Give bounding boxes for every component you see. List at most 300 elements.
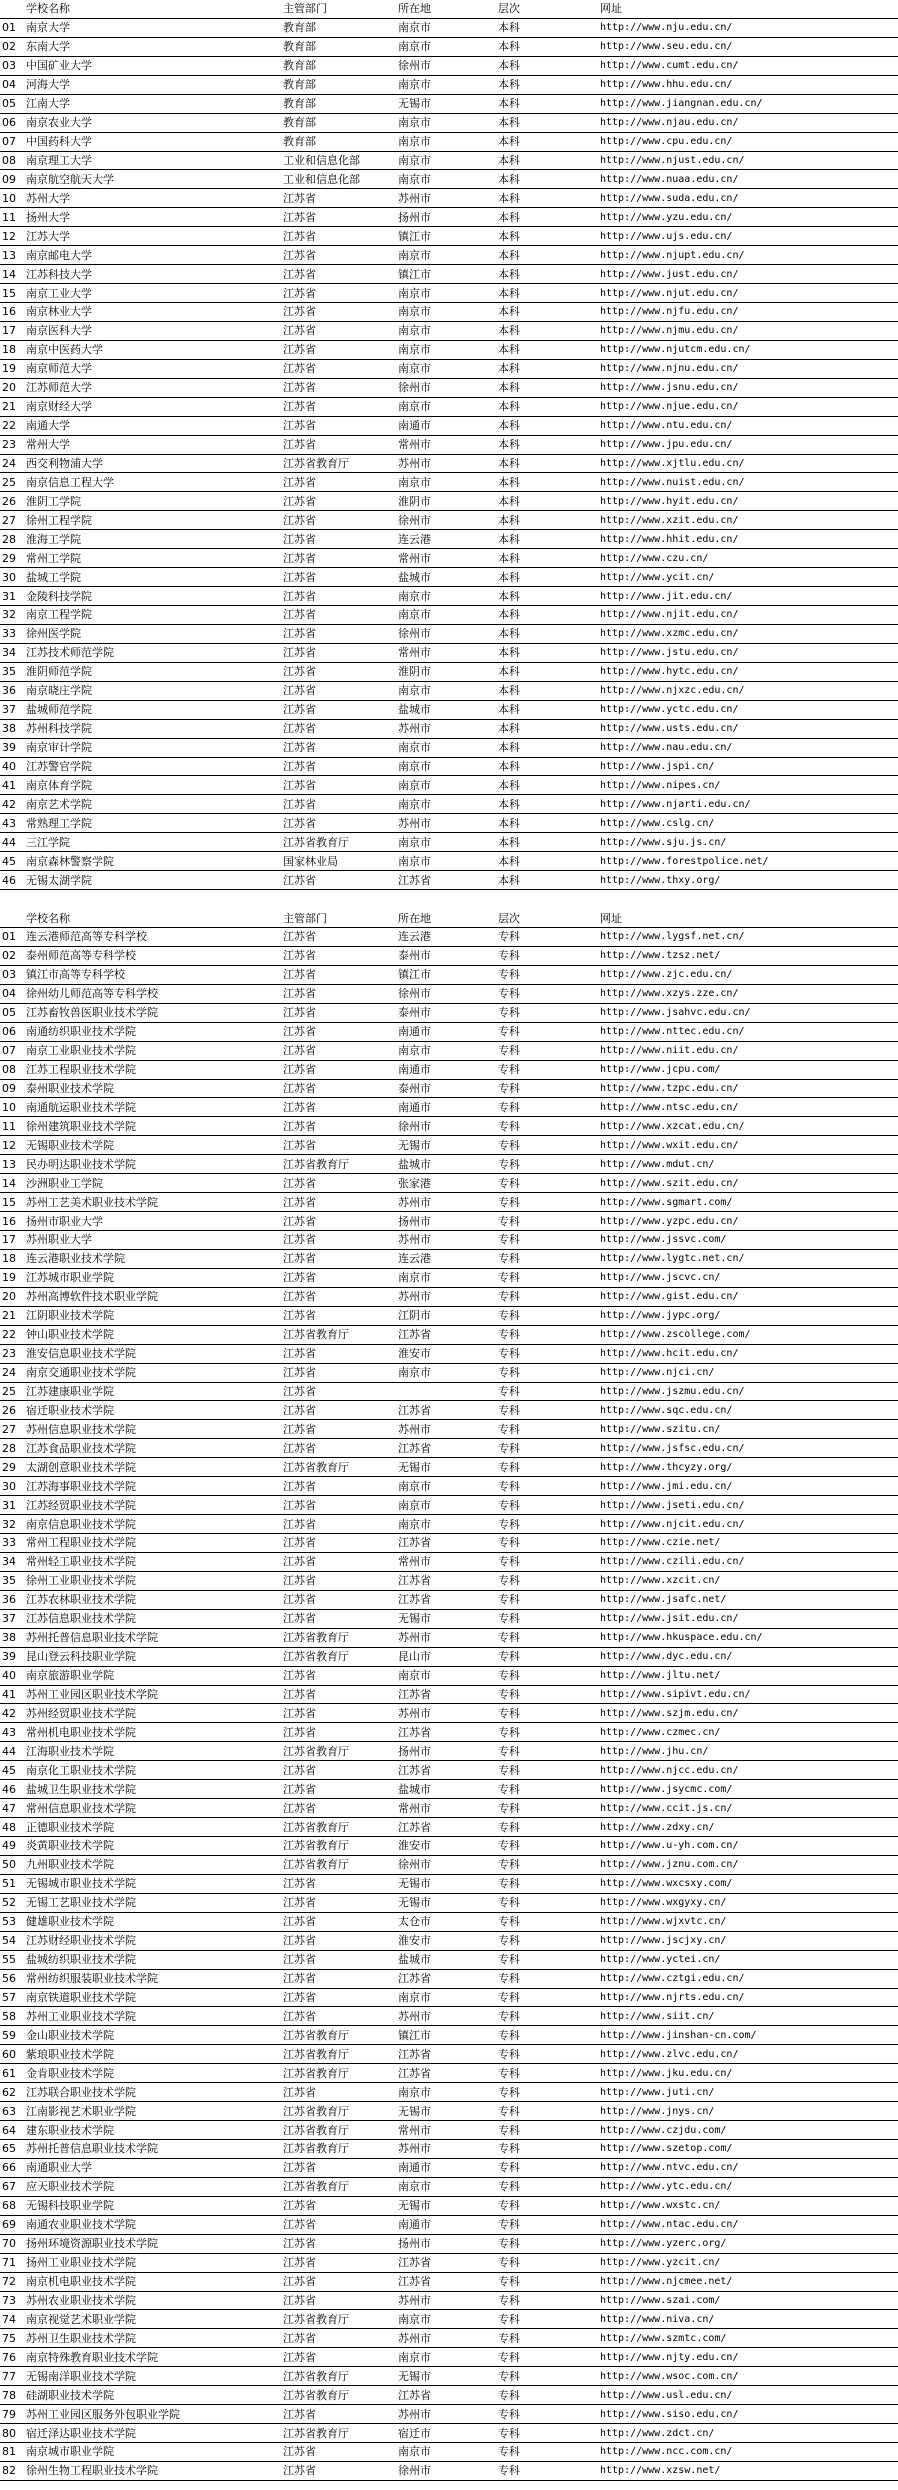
school-name: 无锡南洋职业技术学院 [24, 2367, 281, 2386]
school-name: 江海职业技术学院 [24, 1742, 281, 1761]
department: 江苏省 [281, 1174, 396, 1193]
table-row [0, 984, 898, 1003]
table-row [0, 681, 898, 700]
level: 本科 [496, 624, 598, 643]
row-number: 65 [0, 2140, 24, 2159]
level: 本科 [496, 359, 598, 378]
table-row [0, 132, 898, 151]
location: 南京市 [396, 833, 496, 852]
location: 南京市 [396, 1515, 496, 1534]
level: 专科 [496, 1855, 598, 1874]
school-name: 江阴职业技术学院 [24, 1306, 281, 1325]
row-number: 30 [0, 568, 24, 587]
location: 扬州市 [396, 2234, 496, 2253]
table-row [0, 2329, 898, 2348]
table-row [0, 1969, 898, 1988]
level: 本科 [496, 94, 598, 113]
website-url: http://www.ntac.edu.cn/ [598, 2215, 898, 2234]
website-url: http://www.cztgi.edu.cn/ [598, 1969, 898, 1988]
school-name: 南京邮电大学 [24, 246, 281, 265]
row-number: 15 [0, 1193, 24, 1212]
header-level: 层次 [496, 909, 598, 927]
location: 江苏省 [396, 1818, 496, 1837]
location: 连云港 [396, 928, 496, 947]
website-url: http://www.jpu.edu.cn/ [598, 435, 898, 454]
level: 专科 [496, 2348, 598, 2367]
location: 南京市 [396, 1988, 496, 2007]
table-row [0, 492, 898, 511]
level: 专科 [496, 1003, 598, 1022]
location: 无锡市 [396, 1136, 496, 1155]
website-url: http://www.njut.edu.cn/ [598, 284, 898, 303]
department: 江苏省 [281, 2291, 396, 2310]
school-name: 江苏海事职业技术学院 [24, 1477, 281, 1496]
level: 本科 [496, 151, 598, 170]
school-name: 江南大学 [24, 94, 281, 113]
row-number: 03 [0, 56, 24, 75]
table-row [0, 37, 898, 56]
website-url: http://www.czjdu.com/ [598, 2121, 898, 2140]
department: 江苏省 [281, 1609, 396, 1628]
department: 江苏省 [281, 1193, 396, 1212]
location: 南京市 [396, 284, 496, 303]
location: 苏州市 [396, 2405, 496, 2424]
table-row [0, 1685, 898, 1704]
level: 专科 [496, 1666, 598, 1685]
row-number: 28 [0, 1439, 24, 1458]
department: 江苏省 [281, 1212, 396, 1231]
location [396, 1382, 496, 1401]
table-row [0, 643, 898, 662]
department: 江苏省 [281, 473, 396, 492]
department: 江苏省 [281, 1590, 396, 1609]
location: 南京市 [396, 852, 496, 871]
table-row [0, 170, 898, 189]
level: 专科 [496, 1931, 598, 1950]
department: 江苏省 [281, 208, 396, 227]
table-row [0, 2424, 898, 2443]
school-name: 江苏建康职业学院 [24, 1382, 281, 1401]
level: 专科 [496, 1837, 598, 1856]
level: 专科 [496, 1212, 598, 1231]
website-url: http://www.nttec.edu.cn/ [598, 1022, 898, 1041]
table-row [0, 1912, 898, 1931]
table-row [0, 397, 898, 416]
website-url: http://www.yzcit.cn/ [598, 2253, 898, 2272]
table-row [0, 1136, 898, 1155]
level: 专科 [496, 2443, 598, 2462]
row-number: 23 [0, 1344, 24, 1363]
website-url: http://www.njutcm.edu.cn/ [598, 340, 898, 359]
row-number: 19 [0, 359, 24, 378]
table-row [0, 2348, 898, 2367]
row-number: 14 [0, 265, 24, 284]
row-number: 10 [0, 1098, 24, 1117]
table-row [0, 1666, 898, 1685]
location: 无锡市 [396, 94, 496, 113]
row-number: 21 [0, 397, 24, 416]
row-number: 41 [0, 1685, 24, 1704]
department: 江苏省 [281, 1344, 396, 1363]
website-url: http://www.ujs.edu.cn/ [598, 227, 898, 246]
website-url: http://www.forestpolice.net/ [598, 852, 898, 871]
department: 江苏省教育厅 [281, 2367, 396, 2386]
school-name: 江苏技术师范学院 [24, 643, 281, 662]
location: 扬州市 [396, 1212, 496, 1231]
department: 江苏省 [281, 321, 396, 340]
school-name: 南京理工大学 [24, 151, 281, 170]
location: 淮阴市 [396, 492, 496, 511]
website-url: http://www.czie.net/ [598, 1534, 898, 1553]
school-name: 无锡太湖学院 [24, 871, 281, 890]
table-row [0, 1571, 898, 1590]
table-row [0, 719, 898, 738]
department: 江苏省教育厅 [281, 2140, 396, 2159]
row-number: 32 [0, 1515, 24, 1534]
school-name: 苏州工业职业技术学院 [24, 2007, 281, 2026]
school-name: 江苏工程职业技术学院 [24, 1060, 281, 1079]
website-url: http://www.szitu.cn/ [598, 1420, 898, 1439]
row-number: 06 [0, 1022, 24, 1041]
location: 徐州市 [396, 624, 496, 643]
table-row [0, 2272, 898, 2291]
level: 专科 [496, 2083, 598, 2102]
department: 江苏省 [281, 643, 396, 662]
school-name: 宿迁泽达职业技术学院 [24, 2424, 281, 2443]
row-number: 15 [0, 284, 24, 303]
location: 苏州市 [396, 1193, 496, 1212]
table-row [0, 1439, 898, 1458]
location: 苏州市 [396, 1704, 496, 1723]
row-number: 33 [0, 624, 24, 643]
location: 常州市 [396, 2121, 496, 2140]
location: 苏州市 [396, 1628, 496, 1647]
location: 无锡市 [396, 1874, 496, 1893]
location: 扬州市 [396, 208, 496, 227]
row-number: 44 [0, 1742, 24, 1761]
row-number: 02 [0, 946, 24, 965]
level: 本科 [496, 435, 598, 454]
school-name: 南京城市职业学院 [24, 2443, 281, 2462]
row-number: 35 [0, 1571, 24, 1590]
location: 徐州市 [396, 378, 496, 397]
school-name: 紫琅职业技术学院 [24, 2045, 281, 2064]
level: 专科 [496, 2386, 598, 2405]
table-row [0, 587, 898, 606]
department: 江苏省 [281, 662, 396, 681]
location: 扬州市 [396, 1742, 496, 1761]
school-name: 南京交通职业技术学院 [24, 1363, 281, 1382]
school-name: 盐城师范学院 [24, 700, 281, 719]
school-name: 东南大学 [24, 37, 281, 56]
table-row [0, 18, 898, 37]
department: 江苏省教育厅 [281, 1855, 396, 1874]
level: 本科 [496, 587, 598, 606]
row-number: 06 [0, 113, 24, 132]
school-name: 无锡科技职业学院 [24, 2196, 281, 2215]
table-row [0, 1988, 898, 2007]
location: 张家港 [396, 1174, 496, 1193]
department: 教育部 [281, 75, 396, 94]
location: 徐州市 [396, 1117, 496, 1136]
row-number: 74 [0, 2310, 24, 2329]
level: 本科 [496, 132, 598, 151]
department: 江苏省 [281, 1780, 396, 1799]
row-number: 64 [0, 2121, 24, 2140]
website-url: http://www.czmec.cn/ [598, 1723, 898, 1742]
school-name: 江苏城市职业学院 [24, 1268, 281, 1287]
level: 专科 [496, 2102, 598, 2121]
row-number: 66 [0, 2158, 24, 2177]
department: 江苏省 [281, 1704, 396, 1723]
row-number: 39 [0, 738, 24, 757]
location: 南京市 [396, 1496, 496, 1515]
website-url: http://www.xzsw.net/ [598, 2461, 898, 2480]
school-name: 南通航运职业技术学院 [24, 1098, 281, 1117]
website-url: http://www.szai.com/ [598, 2291, 898, 2310]
section-gap [0, 890, 898, 909]
website-url: http://www.njnu.edu.cn/ [598, 359, 898, 378]
row-number: 42 [0, 1704, 24, 1723]
level: 专科 [496, 2367, 598, 2386]
level: 专科 [496, 2026, 598, 2045]
department: 江苏省 [281, 246, 396, 265]
website-url: http://www.jinshan-cn.com/ [598, 2026, 898, 2045]
row-number: 33 [0, 1534, 24, 1553]
row-number: 44 [0, 833, 24, 852]
row-number: 35 [0, 662, 24, 681]
table-row [0, 833, 898, 852]
header-url: 网址 [598, 0, 898, 18]
school-name: 南京航空航天大学 [24, 170, 281, 189]
website-url: http://www.szit.edu.cn/ [598, 1174, 898, 1193]
row-number: 76 [0, 2348, 24, 2367]
website-url: http://www.niva.cn/ [598, 2310, 898, 2329]
school-name: 西交利物浦大学 [24, 454, 281, 473]
school-name: 中国矿业大学 [24, 56, 281, 75]
level: 专科 [496, 1136, 598, 1155]
location: 南京市 [396, 2310, 496, 2329]
website-url: http://www.wxgyxy.cn/ [598, 1893, 898, 1912]
row-number: 43 [0, 814, 24, 833]
department: 江苏省 [281, 1552, 396, 1571]
website-url: http://www.zdct.cn/ [598, 2424, 898, 2443]
department: 江苏省 [281, 1969, 396, 1988]
table-row [0, 700, 898, 719]
school-name: 九州职业技术学院 [24, 1855, 281, 1874]
school-name: 南京工业职业技术学院 [24, 1041, 281, 1060]
website-url: http://www.szmtc.com/ [598, 2329, 898, 2348]
website-url: http://www.jszmu.edu.cn/ [598, 1382, 898, 1401]
department: 江苏省 [281, 1439, 396, 1458]
department: 江苏省 [281, 530, 396, 549]
row-number: 69 [0, 2215, 24, 2234]
location: 南京市 [396, 37, 496, 56]
table-row [0, 1761, 898, 1780]
location: 镇江市 [396, 965, 496, 984]
school-name: 江南影视艺术职业学院 [24, 2102, 281, 2121]
table-row [0, 1382, 898, 1401]
row-number: 08 [0, 151, 24, 170]
table-row [0, 1117, 898, 1136]
location: 江苏省 [396, 1590, 496, 1609]
location: 江苏省 [396, 1761, 496, 1780]
header-city: 所在地 [396, 909, 496, 927]
website-url: http://www.jiangnan.edu.cn/ [598, 94, 898, 113]
level: 专科 [496, 1325, 598, 1344]
table-row [0, 2310, 898, 2329]
department: 江苏省 [281, 568, 396, 587]
department: 江苏省 [281, 1098, 396, 1117]
school-name: 南京中医药大学 [24, 340, 281, 359]
row-number: 81 [0, 2443, 24, 2462]
school-name: 盐城卫生职业技术学院 [24, 1780, 281, 1799]
school-name: 常州工程职业技术学院 [24, 1534, 281, 1553]
location: 盐城市 [396, 1780, 496, 1799]
website-url: http://www.njxzc.edu.cn/ [598, 681, 898, 700]
department: 教育部 [281, 113, 396, 132]
level: 专科 [496, 928, 598, 947]
website-url: http://www.jsafc.net/ [598, 1590, 898, 1609]
website-url: http://www.sju.js.cn/ [598, 833, 898, 852]
location: 江苏省 [396, 1571, 496, 1590]
row-number: 82 [0, 2461, 24, 2480]
row-number: 77 [0, 2367, 24, 2386]
table-row [0, 1079, 898, 1098]
row-number: 13 [0, 1155, 24, 1174]
level: 专科 [496, 1231, 598, 1250]
location: 南通市 [396, 2158, 496, 2177]
level: 本科 [496, 568, 598, 587]
row-number: 18 [0, 1249, 24, 1268]
header-dept: 主管部门 [281, 0, 396, 18]
school-name: 苏州信息职业技术学院 [24, 1420, 281, 1439]
level: 专科 [496, 1647, 598, 1666]
website-url: http://www.juti.cn/ [598, 2083, 898, 2102]
table-row [0, 2443, 898, 2462]
website-url: http://www.wsoc.com.cn/ [598, 2367, 898, 2386]
location: 常州市 [396, 1799, 496, 1818]
school-name: 南京晓庄学院 [24, 681, 281, 700]
school-name: 南通大学 [24, 416, 281, 435]
location: 南京市 [396, 18, 496, 37]
table-row [0, 2196, 898, 2215]
level: 专科 [496, 1628, 598, 1647]
website-url: http://www.xzcat.edu.cn/ [598, 1117, 898, 1136]
table-row [0, 1515, 898, 1534]
website-url: http://www.czili.edu.cn/ [598, 1552, 898, 1571]
department: 江苏省 [281, 340, 396, 359]
department: 江苏省 [281, 359, 396, 378]
location: 徐州市 [396, 2461, 496, 2480]
level: 专科 [496, 1401, 598, 1420]
website-url: http://www.yctc.edu.cn/ [598, 700, 898, 719]
department: 江苏省 [281, 719, 396, 738]
website-url: http://www.just.edu.cn/ [598, 265, 898, 284]
table-row [0, 1780, 898, 1799]
website-url: http://www.jcpu.com/ [598, 1060, 898, 1079]
school-name: 硅湖职业技术学院 [24, 2386, 281, 2405]
school-name: 常州纺织服装职业技术学院 [24, 1969, 281, 1988]
location: 南京市 [396, 170, 496, 189]
school-name: 河海大学 [24, 75, 281, 94]
table-row [0, 1231, 898, 1250]
department: 江苏省 [281, 606, 396, 625]
department: 江苏省 [281, 757, 396, 776]
location: 南京市 [396, 2177, 496, 2196]
school-name: 无锡城市职业技术学院 [24, 1874, 281, 1893]
department: 江苏省 [281, 2405, 396, 2424]
website-url: http://www.cumt.edu.cn/ [598, 56, 898, 75]
table-row [0, 1950, 898, 1969]
row-number: 67 [0, 2177, 24, 2196]
level: 本科 [496, 473, 598, 492]
table-row [0, 814, 898, 833]
website-url: http://www.zjc.edu.cn/ [598, 965, 898, 984]
website-url: http://www.nuist.edu.cn/ [598, 473, 898, 492]
level: 本科 [496, 37, 598, 56]
table-row [0, 1534, 898, 1553]
row-number: 25 [0, 1382, 24, 1401]
row-number: 40 [0, 1666, 24, 1685]
website-url: http://www.thxy.org/ [598, 871, 898, 890]
website-url: http://www.jsnu.edu.cn/ [598, 378, 898, 397]
department: 江苏省 [281, 1382, 396, 1401]
table-row [0, 2461, 898, 2480]
level: 专科 [496, 1363, 598, 1382]
website-url: http://www.ccit.js.cn/ [598, 1799, 898, 1818]
table-row [0, 757, 898, 776]
school-name: 苏州农业职业技术学院 [24, 2291, 281, 2310]
row-number: 43 [0, 1723, 24, 1742]
table-row [0, 2253, 898, 2272]
website-url: http://www.sgmart.com/ [598, 1193, 898, 1212]
school-name: 正德职业技术学院 [24, 1818, 281, 1837]
table-row [0, 1060, 898, 1079]
row-number: 70 [0, 2234, 24, 2253]
department: 江苏省 [281, 738, 396, 757]
row-number: 80 [0, 2424, 24, 2443]
row-number: 22 [0, 416, 24, 435]
school-name: 南京机电职业技术学院 [24, 2272, 281, 2291]
website-url: http://www.njarti.edu.cn/ [598, 795, 898, 814]
school-name: 苏州经贸职业技术学院 [24, 1704, 281, 1723]
department: 江苏省 [281, 1041, 396, 1060]
website-url: http://www.tzpc.edu.cn/ [598, 1079, 898, 1098]
website-url: http://www.tzsz.net/ [598, 946, 898, 965]
school-name: 泰州职业技术学院 [24, 1079, 281, 1098]
location: 江苏省 [396, 1685, 496, 1704]
location: 南京市 [396, 473, 496, 492]
table-row [0, 1420, 898, 1439]
level: 专科 [496, 1552, 598, 1571]
level: 专科 [496, 2310, 598, 2329]
department: 江苏省 [281, 1136, 396, 1155]
school-name: 南京林业大学 [24, 303, 281, 322]
website-url: http://www.jsit.edu.cn/ [598, 1609, 898, 1628]
row-number: 25 [0, 473, 24, 492]
location: 苏州市 [396, 719, 496, 738]
level: 专科 [496, 1969, 598, 1988]
level: 专科 [496, 2007, 598, 2026]
department: 江苏省 [281, 2348, 396, 2367]
website-url: http://www.xzmc.edu.cn/ [598, 624, 898, 643]
location: 南京市 [396, 1363, 496, 1382]
school-name: 应天职业技术学院 [24, 2177, 281, 2196]
location: 苏州市 [396, 2140, 496, 2159]
location: 南京市 [396, 151, 496, 170]
level: 专科 [496, 1060, 598, 1079]
